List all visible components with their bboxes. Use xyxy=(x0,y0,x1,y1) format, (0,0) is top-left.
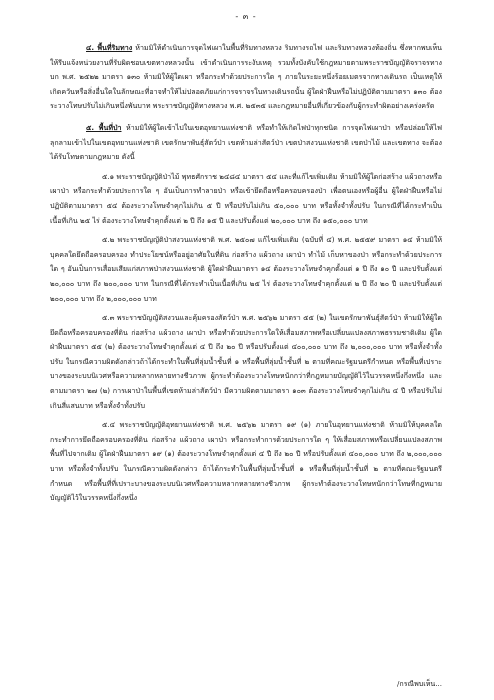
subsection-5-1: ๕.๑ พระราชบัญญัติป่าไม้ พุทธศักราช ๒๔๘๔ มาตรา ๕๔ และที่แก้ไขเพิ่มเติม ห้ามมิให้ผู้ใดก่อสร้าง แผ้วถางหรือเผาป่า หรือกระทำด้วยประการใด ๆ อันเป็นการทำลายป่า หรือเข้ายึดถือหรือครอบครองป่า เพื่อตนเองหรือผู้อื่น ผู้ใดฝ่าฝืนหรือไม่ปฏิบัติตามมาตรา ๕๔ ต้องระวางโทษจำคุกไม่เกิน ๕ ปี หรือปรับไม่เกิน ๕๐,๐๐๐ บาท หรือทั้งจำทั้งปรับ ในกรณีที่ได้กระทำเป็นเนื้อที่เกิน ๒๕ ไร่ ต้องระวางโทษจำคุกตั้งแต่ ๒ ปี ถึง ๑๕ ปี และปรับตั้งแต่ ๒๐,๐๐๐ บาท ถึง ๑๕๐,๐๐๐ บาท xyxy=(50,171,442,225)
subsection-5-3: ๕.๓ พระราชบัญญัติสงวนและคุ้มครองสัตว์ป่า พ.ศ. ๒๕๖๒ มาตรา ๕๕ (๒) ในเขตรักษาพันธุ์สัตว์ป่า ห้ามมิให้ผู้ใดยึดถือหรือครอบครองที่ดิน ก่อสร้าง แผ้วถาง เผาป่า หรือทำด้วยประการใดให้เสื่อมสภาพหรือเปลี่ยนแปลงสภาพธรรมชาติเดิม ผู้ใดฝ่าฝืนมาตรา ๕๕ (๒) ต้องระวางโทษจำคุกตั้งแต่ ๔ ปี ถึง ๒๐ ปี หรือปรับตั้งแต่ ๔๐๐,๐๐๐ บาท ถึง ๒,๐๐๐,๐๐๐ บาท หรือทั้งจำทั้งปรับ ในกรณีความผิดดังกล่าวถ้าได้กระทำในพื้นที่ลุ่มน้ำชั้นที่ ๑ หรือพื้นที่ลุ่มน้ำชั้นที่ ๒ ตามที่คณะรัฐมนตรีกำหนด หรือพื้นที่เปราะบางของระบบนิเวศหรือความหลากหลายทางชีวภาพ ผู้กระทำต้องระวางโทษหนักกว่าที่กฎหมายบัญญัติไว้ในวรรคหนึ่งกึ่งหนึ่ง และตามมาตรา ๒๗ (๒) การเผาป่าในพื้นที่เขตห้ามล่าสัตว์ป่า มีความผิดตามมาตรา ๑๐๓ ต้องระวางโทษจำคุกไม่เกิน ๔ ปี หรือปรับไม่เกินสี่แสนบาท หรือทั้งจำทั้งปรับ xyxy=(50,313,442,410)
subsection-5-4: ๕.๔ พระราชบัญญัติอุทยานแห่งชาติ พ.ศ. ๒๕๖๒ มาตรา ๑๙ (๑) ภายในอุทยานแห่งชาติ ห้ามมิให้บุคคลใดกระทำการยึดถือครอบครองที่ดิน ก่อสร้าง แผ้วถาง เผาป่า หรือกระทำการด้วยประการใด ๆ ให้เสื่อมสภาพหรือเปลี่ยนแปลงสภาพพื้นที่ไปจากเดิม ผู้ใดฝ่าฝืนมาตรา ๑๙ (๑) ต้องระวางโทษจำคุกตั้งแต่ ๔ ปี ถึง ๒๐ ปี หรือปรับตั้งแต่ ๔๐๐,๐๐๐ บาท ถึง ๒,๐๐๐,๐๐๐ บาท หรือทั้งจำทั้งปรับ ในกรณีความผิดดังกล่าว ถ้าได้กระทำในพื้นที่ลุ่มน้ำชั้นที่ ๑ หรือพื้นที่ลุ่มน้ำชั้นที่ ๒ ตามที่คณะรัฐมนตรีกำหนด หรือพื้นที่ที่เปราะบางของระบบนิเวศหรือความหลากหลายทางชีวภาพ ผู้กระทำต้องระวางโทษหนักกว่าโทษที่กฎหมายบัญญัติไว้ในวรรคหนึ่งกึ่งหนึ่ง xyxy=(50,420,442,503)
section-4-roadside xyxy=(50,41,442,114)
section-4-body: ห้ามมิให้ดำเนินการจุดไฟเผาในพื้นที่ริมทางหลวง ริมทางรถไฟ และริมทางหลวงท้องถิ่น ซึ่งหากพบเห็นให้รีบแจ้งหน่วยงานที่รับผิดชอบเขตทางหลวงนั้น เข้าดำเนินการระงับเหตุ รวมทั้งบังคับใช้กฎหมายตามพระราชบัญญัติจราจรทางบก พ.ศ. ๒๕๒๒ มาตรา ๑๓๐ ห้ามมิให้ผู้ใดเผา หรือกระทำด้วยประการใด ๆ ภายในระยะหนึ่งร้อยเมตรจากทางเดินรถ เป็นเหตุให้เกิดควันหรือสิ่งอื่นใดในลักษณะที่อาจทำให้ไม่ปลอดภัยแก่การจราจรในทางเดินรถนั้น ผู้ใดฝ่าฝืนหรือไม่ปฏิบัติตามมาตรา ๑๓๐ ต้องระวางโทษปรับไม่เกินหนึ่งพันบาท พระราชบัญญัติทางหลวง พ.ศ. ๒๕๓๕ และกฎหมายอื่นที่เกี่ยวข้องกับผู้กระทำผิดอย่างเคร่งครัด xyxy=(50,43,442,111)
page-number: - ๓ - xyxy=(235,12,257,21)
subsection-5-2: ๕.๒ พระราชบัญญัติป่าสงวนแห่งชาติ พ.ศ. ๒๕๐๗ แก้ไขเพิ่มเติม (ฉบับที่ ๔) พ.ศ. ๒๕๕๙ มาตรา ๑๔ ห้ามมิให้บุคคลใดยึดถือครอบครอง ทำประโยชน์หรืออยู่อาศัยในที่ดิน ก่อสร้าง แผ้วถาง เผาป่า ทำไม้ เก็บหาของป่า หรือกระทำด้วยประการใด ๆ อันเป็นการเสื่อมเสียแก่สภาพป่าสงวนแห่งชาติ ผู้ใดฝ่าฝืนมาตรา ๑๔ ต้องระวางโทษจำคุกตั้งแต่ ๑ ปี ถึง ๑๐ ปี และปรับตั้งแต่ ๒๐,๐๐๐ บาท ถึง ๒๐๐,๐๐๐ บาท ในกรณีที่ได้กระทำเป็นเนื้อที่เกิน ๒๕ ไร่ ต้องระวางโทษจำคุกตั้งแต่ ๒ ปี ถึง ๒๐ ปี และปรับตั้งแต่ ๒๐๐,๐๐๐ บาท ถึง ๒,๐๐๐,๐๐๐ บาท xyxy=(50,235,442,303)
continuation-note: /กรณีพบเห็น... xyxy=(397,679,442,688)
section-5-forest xyxy=(50,121,442,165)
section-4-heading: ๔. พื้นที่ริมทาง xyxy=(86,43,133,52)
section-5-body: ห้ามมิให้ผู้ใดเข้าไปในเขตอุทยานแห่งชาติ หรือทำให้เกิดไฟป่าทุกชนิด การจุดไฟเผาป่า หรือปล่อยให้ไฟลุกลามเข้าไปในเขตอุทยานแห่งชาติ เขตรักษาพันธุ์สัตว์ป่า เขตห้ามล่าสัตว์ป่า เขตป่าสงวนแห่งชาติ เขตป่าไม้ และเขตทาง จะต้องได้รับโทษตามกฎหมาย ดังนี้ xyxy=(50,122,442,162)
section-5-heading: ๕. พื้นที่ป่า xyxy=(86,122,122,132)
